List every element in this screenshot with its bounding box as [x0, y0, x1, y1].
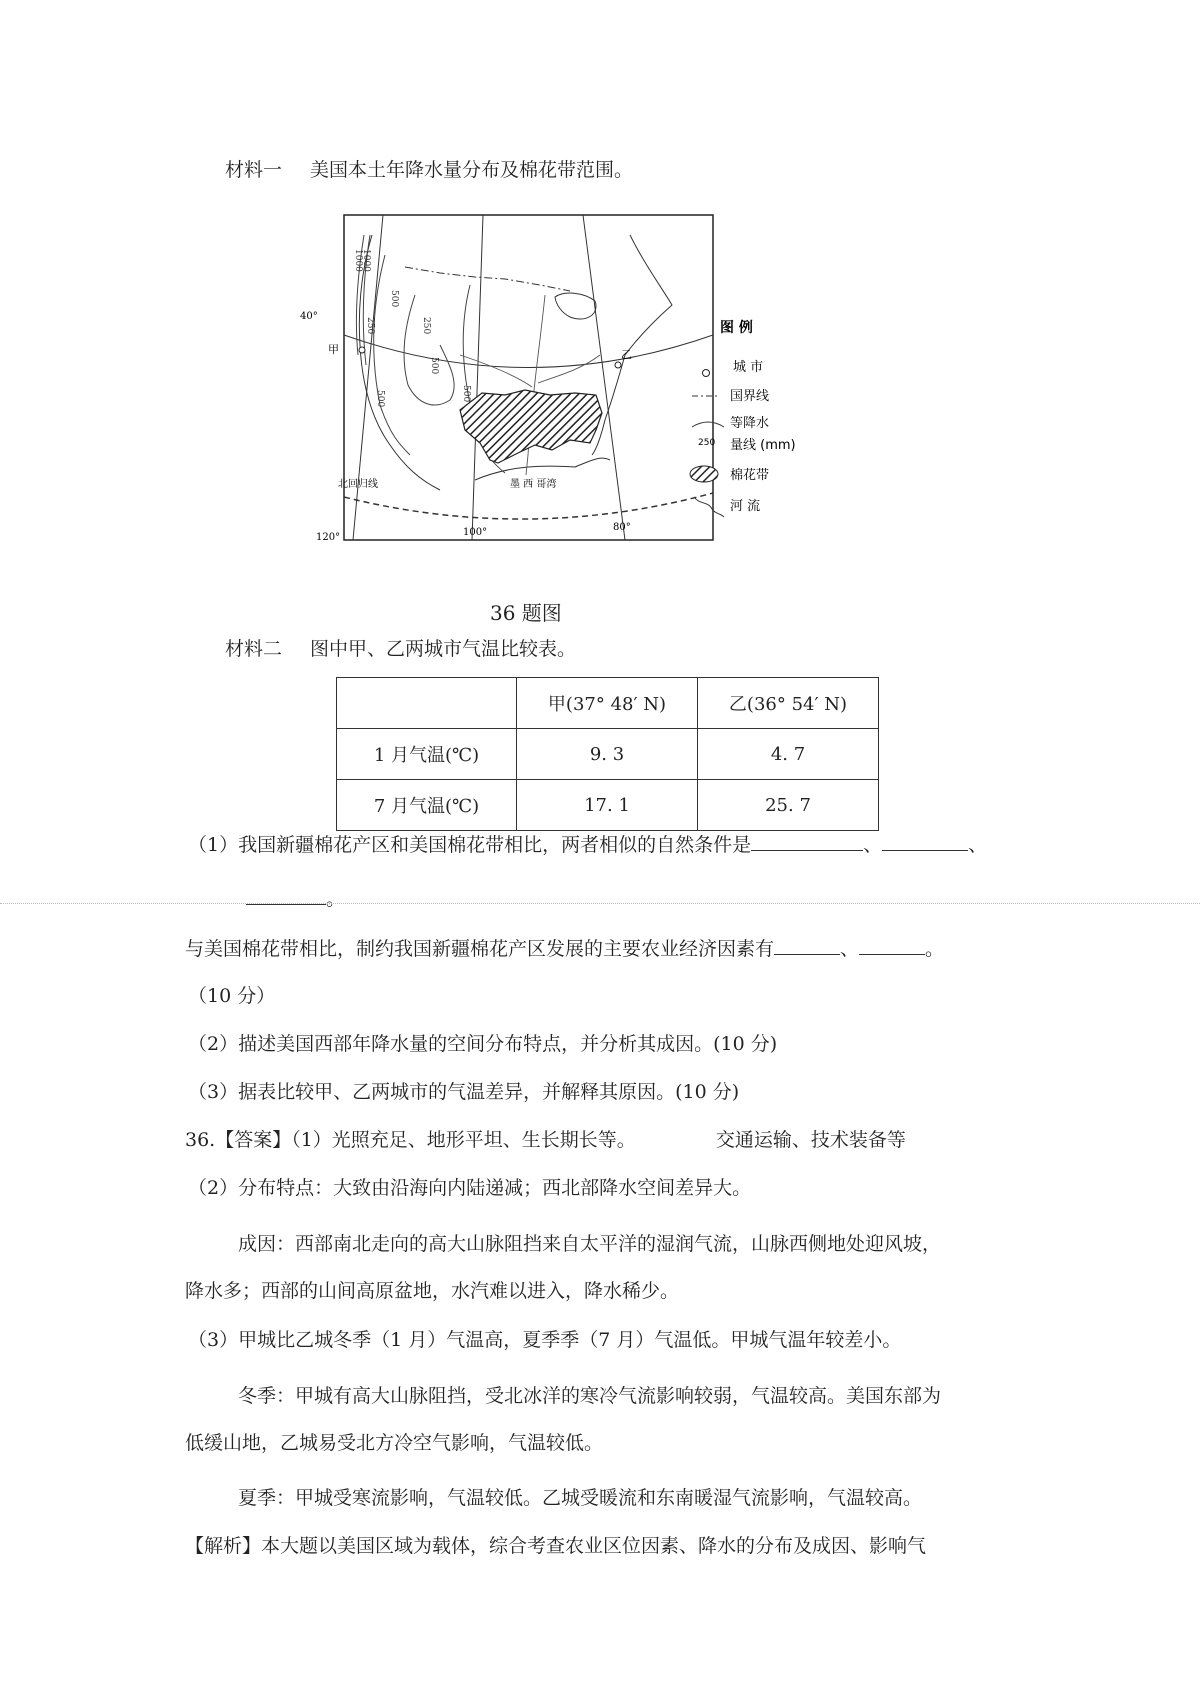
- answer-2-cause-line-2: 降水多；西部的山间高原盆地，水汽难以进入，降水稀少。: [185, 1280, 680, 1302]
- separator: 、: [840, 938, 860, 960]
- isohyet-label: 500: [429, 357, 439, 375]
- meridian-100: [472, 215, 483, 540]
- answer-3-winter-line-1: 冬季：甲城有高大山脉阻挡，受北冰洋的寒冷气流影响较弱，气温较高。美国东部为: [238, 1385, 942, 1407]
- answer-2-features: （2）分布特点：大致由沿海向内陆递减；西北部降水空间差异大。: [188, 1177, 752, 1199]
- question-1-text: （1）我国新疆棉花产区和美国棉花带相比，两者相似的自然条件是: [188, 834, 752, 856]
- legend-city: 城 市: [733, 360, 764, 375]
- lat-label-40: 40°: [300, 311, 318, 322]
- question-1-score: （10 分）: [188, 985, 276, 1007]
- table-cell: 25. 7: [698, 780, 879, 831]
- table-header-row: [337, 678, 879, 729]
- period: 。: [326, 888, 346, 910]
- isohyet-label: 1000: [353, 249, 363, 272]
- material-2-text: 图中甲、乙两城市气温比较表。: [310, 638, 577, 660]
- city-jia-label: 甲: [328, 343, 339, 356]
- legend-isohyet-symbol: [692, 422, 724, 427]
- page-separator: [0, 903, 1200, 904]
- legend-isohyet-value: 250: [698, 438, 716, 448]
- map-frame: [344, 215, 716, 540]
- city-yi-label: 乙: [621, 348, 632, 361]
- answer-3-summer: 夏季：甲城受寒流影响，气温较低。乙城受暖流和东南暖湿气流影响，气温较高。: [238, 1487, 923, 1509]
- isohyet-250: [404, 295, 454, 405]
- legend-isohyet-line1: 等降水: [730, 416, 770, 431]
- legend-city-symbol: [703, 370, 710, 377]
- city-yi-marker: [615, 362, 621, 368]
- temperature-table: [336, 677, 879, 831]
- material-1-label: 材料一: [225, 159, 283, 181]
- material-1-heading: [225, 158, 633, 182]
- answer-blank: [859, 936, 925, 955]
- separator: 、: [863, 834, 883, 856]
- river-ohio: [538, 355, 600, 383]
- gulf-label: 墨 西 哥湾: [510, 479, 557, 490]
- table-cell: 17. 1: [517, 780, 698, 831]
- parallel-40n: [344, 335, 713, 368]
- table-header-cell: 乙(36° 54′ N): [698, 678, 879, 729]
- question-1-line-1: [188, 832, 987, 857]
- figure-caption: 36 题图: [490, 601, 562, 625]
- legend-border: 国界线: [730, 389, 770, 404]
- east-coast: [592, 235, 672, 455]
- table-cell: 9. 3: [517, 729, 698, 780]
- national-border: [405, 267, 570, 291]
- isohyet-label: 500: [389, 290, 399, 308]
- lon-label-80: 80°: [613, 522, 631, 533]
- isohyet-label: 250: [421, 317, 431, 335]
- table-row: [337, 729, 879, 780]
- legend-river: 河 流: [730, 499, 761, 514]
- answer-1: [185, 1128, 906, 1152]
- great-lakes: [555, 293, 596, 319]
- answer-1-economic: 交通运输、技术装备等: [715, 1129, 906, 1151]
- isohyet-labels: [353, 249, 471, 407]
- table-row: [337, 780, 879, 831]
- answer-blank: [774, 936, 840, 955]
- material-2-heading: [225, 637, 576, 661]
- table-cell: 1 月气温(℃): [337, 729, 517, 780]
- table-cell: 4. 7: [698, 729, 879, 780]
- river-missouri: [460, 355, 532, 387]
- legend-cotton: 棉花带: [730, 468, 770, 483]
- legend-title: 图 例: [720, 320, 753, 336]
- legend-isohyet-line2: 量线 (mm): [730, 438, 796, 453]
- answer-3-winter-line-2: 低缓山地，乙城易受北方冷空气影响，气温较低。: [185, 1432, 604, 1454]
- map-legend: [690, 319, 796, 517]
- table-cell: 7 月气温(℃): [337, 780, 517, 831]
- answer-2-cause-line-1: 成因：西部南北走向的高大山脉阻挡来自太平洋的湿润气流，山脉西侧地处迎风坡，: [238, 1233, 942, 1255]
- answer-3: （3）甲城比乙城冬季（1 月）气温高，夏季季（7 月）气温低。甲城气温年较差小。: [188, 1329, 902, 1351]
- period: 。: [925, 938, 945, 960]
- isohyet-label: 1000: [361, 249, 371, 272]
- question-1-line-2: [246, 886, 345, 911]
- lon-label-100: 100°: [463, 527, 488, 538]
- lon-label-120: 120°: [316, 532, 341, 543]
- isohyet-label: 500: [461, 385, 471, 403]
- question-3: （3）据表比较甲、乙两城市的气温差异，并解释其原因。(10 分): [188, 1081, 740, 1103]
- answer-blank: [882, 832, 968, 851]
- answer-1-natural: 36.【答案】（1）光照充足、地形平坦、生长期长等。: [185, 1129, 636, 1151]
- tropic-of-cancer: [344, 493, 713, 519]
- analysis: 【解析】本大题以美国区域为载体，综合考查农业区位因素、降水的分布及成因、影响气: [185, 1535, 927, 1557]
- legend-river-symbol: [694, 497, 724, 517]
- city-jia-marker: [359, 347, 365, 353]
- tropic-label: 北回归线: [338, 479, 378, 490]
- question-2: （2）描述美国西部年降水量的空间分布特点，并分析其成因。(10 分): [188, 1033, 778, 1055]
- answer-blank: [751, 832, 863, 851]
- isohyet-label: 500: [375, 390, 385, 408]
- legend-cotton-symbol: [690, 466, 718, 482]
- cotton-belt: [460, 390, 602, 463]
- question-1-econ-text: 与美国棉花带相比，制约我国新疆棉花产区发展的主要农业经济因素有: [185, 938, 775, 960]
- table-header-cell: [337, 678, 517, 729]
- separator: 、: [968, 834, 988, 856]
- material-1-text: 美国本土年降水量分布及棉花带范围。: [310, 159, 634, 181]
- question-1-line-3: [185, 936, 944, 961]
- west-coast: [359, 235, 440, 490]
- table-header-cell: 甲(37° 48′ N): [517, 678, 698, 729]
- material-2-label: 材料二: [225, 638, 283, 660]
- us-precipitation-map: [300, 205, 890, 590]
- isohyet-label: 250: [365, 317, 375, 335]
